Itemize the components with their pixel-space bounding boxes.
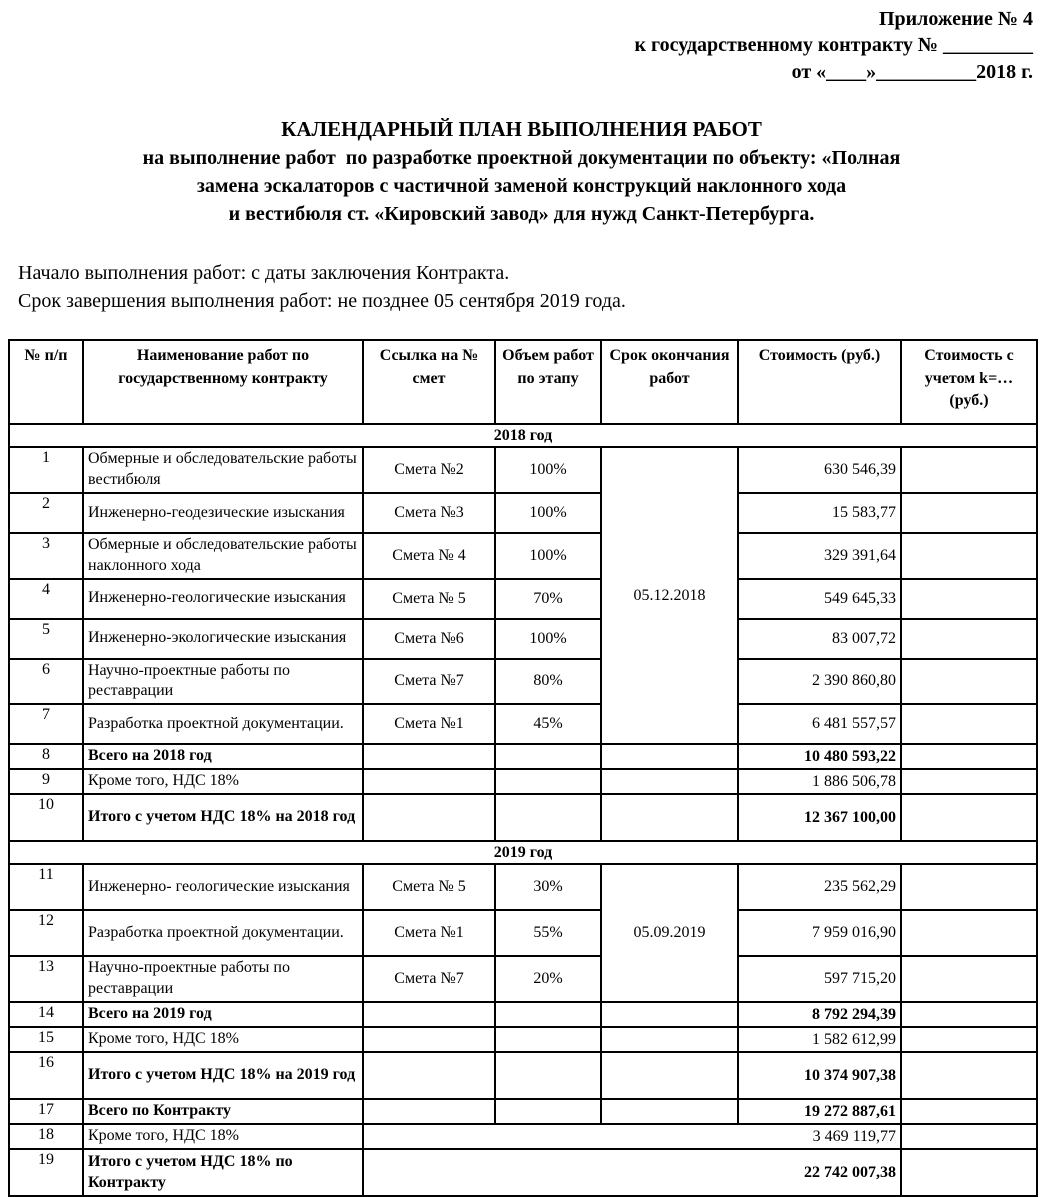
table-row: 3 Обмерные и обследовательские работы наклонного хода Смета № 4 100% 329 391,64 (9, 533, 1037, 579)
contract-grand-total-row: 19 Итого с учетом НДС 18% по Контракту 22 742 007,38 (9, 1149, 1037, 1196)
col-header-volume: Объем работ по этапу (495, 340, 601, 424)
contract-total-row: 17 Всего по Контракту 19 272 887,61 (9, 1099, 1037, 1124)
table-row: 6 Научно-проектные работы по реставрации Смета №7 80% 2 390 860,80 (9, 659, 1037, 705)
table-row: 11 Инженерно- геологические изыскания Смета № 5 30% 05.09.2019 235 562,29 (9, 864, 1037, 910)
cost-k-cell (901, 493, 1037, 533)
cost-k-cell (901, 1099, 1037, 1124)
grand-total-row-2019: 16 Итого с учетом НДС 18% на 2019 год 10 374 907,38 (9, 1052, 1037, 1099)
appendix-number: Приложение № 4 (878, 8, 1033, 30)
table-row: 13 Научно-проектные работы по реставрации Смета №7 20% 597 715,20 (9, 956, 1037, 1002)
total-row-2019: 14 Всего на 2019 год 8 792 294,39 (9, 1002, 1037, 1027)
col-header-deadline: Срок окончания работ (601, 340, 738, 424)
cost-k-cell (901, 619, 1037, 659)
section-label-2018: 2018 год (9, 424, 1037, 447)
col-header-name: Наименование работ по государственному контракту (83, 340, 363, 424)
vat-row-2018: 9 Кроме того, НДС 18% 1 886 506,78 (9, 769, 1037, 794)
section-row-2018 (9, 424, 1037, 447)
table-row: 5 Инженерно-экологические изыскания Смета №6 100% 83 007,72 (9, 619, 1037, 659)
deadline-2018: 05.12.2018 (601, 447, 738, 744)
cost-k-cell (901, 659, 1037, 705)
cost-k-cell (901, 744, 1037, 769)
intro-block (18, 259, 1035, 316)
calendar-plan-table (8, 339, 1038, 1197)
cost-k-cell (901, 447, 1037, 493)
section-row-2019 (9, 841, 1037, 864)
table-row: 12 Разработка проектной документации. Смета №1 55% 7 959 016,90 (9, 910, 1037, 956)
cost-k-cell (901, 1124, 1037, 1149)
cost-k-cell (901, 533, 1037, 579)
cost-k-cell (901, 794, 1037, 841)
grand-total-row-2018: 10 Итого с учетом НДС 18% на 2018 год 12 367 100,00 (9, 794, 1037, 841)
page-title: КАЛЕНДАРНЫЙ ПЛАН ВЫПОЛНЕНИЯ РАБОТ (281, 117, 762, 142)
vat-row-2019: 15 Кроме того, НДС 18% 1 582 612,99 (9, 1027, 1037, 1052)
cost-k-cell (901, 910, 1037, 956)
table-row: 2 Инженерно-геодезические изыскания Смета №3 100% 15 583,77 (9, 493, 1037, 533)
page-subtitle-line1: на выполнение работ по разработке проектной документации по объекту: «Полная (142, 146, 901, 169)
cost-k-cell (901, 1149, 1037, 1196)
appendix-block (8, 6, 1035, 85)
section-label-2019: 2019 год (9, 841, 1037, 864)
cost-k-cell (901, 704, 1037, 744)
col-header-smeta: Ссылка на № смет (363, 340, 495, 424)
col-header-cost: Стоимость (руб.) (738, 340, 901, 424)
appendix-contract-line: к государственному контракту № _________ (634, 34, 1033, 57)
table-row: 1 Обмерные и обследовательские работы вестибюля Смета №2 100% 05.12.2018 630 546,39 (9, 447, 1037, 493)
total-row-2018: 8 Всего на 2018 год 10 480 593,22 (9, 744, 1037, 769)
page-subtitle-line3: и вестибюля ст. «Кировский завод» для нужд Санкт-Петербурга. (228, 203, 815, 226)
cost-k-cell (901, 579, 1037, 619)
col-header-num: № п/п (9, 340, 83, 424)
cost-k-cell (901, 1027, 1037, 1052)
cost-k-cell (901, 769, 1037, 794)
cost-k-cell (901, 864, 1037, 910)
page-subtitle-line2: замена эскалаторов с частичной заменой конструкций наклонного хода (196, 174, 847, 197)
cost-k-cell (901, 1052, 1037, 1099)
cost-k-cell (901, 1002, 1037, 1027)
table-header-row (9, 340, 1037, 424)
title-block (8, 115, 1035, 229)
table-row: 7 Разработка проектной документации. Смета №1 45% 6 481 557,57 (9, 704, 1037, 744)
end-date-line: Срок завершения выполнения работ: не позднее 05 сентября 2019 года. (18, 290, 626, 313)
appendix-date-line: от «____»__________2018 г. (791, 60, 1033, 83)
table-row: 4 Инженерно-геологические изыскания Смета № 5 70% 549 645,33 (9, 579, 1037, 619)
start-date-line: Начало выполнения работ: с даты заключения Контракта. (18, 261, 510, 284)
contract-vat-row: 18 Кроме того, НДС 18% 3 469 119,77 (9, 1124, 1037, 1149)
deadline-2019: 05.09.2019 (601, 864, 738, 1002)
col-header-cost-k: Стоимость с учетом k=… (руб.) (901, 340, 1037, 424)
cost-k-cell (901, 956, 1037, 1002)
